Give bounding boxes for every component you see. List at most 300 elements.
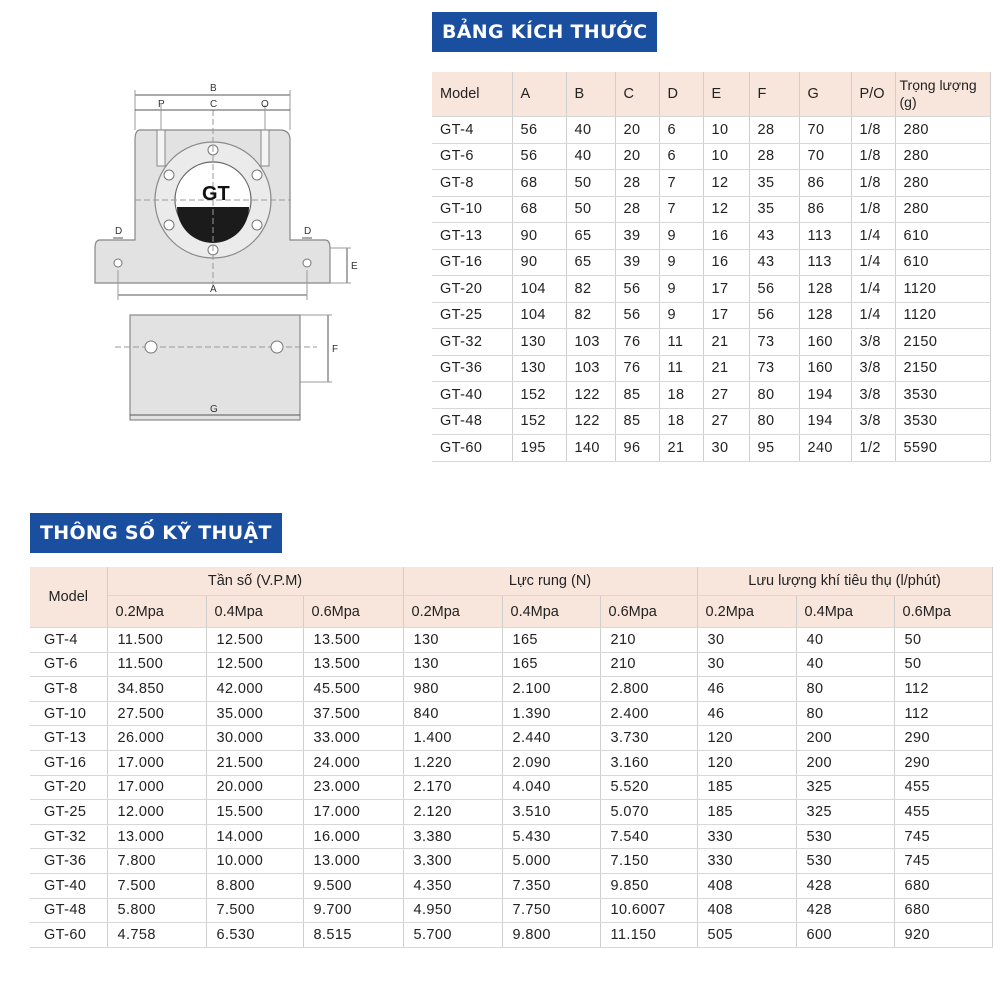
table-cell: 50 (566, 170, 615, 197)
table-cell: 113 (799, 223, 851, 250)
spec-pressure-header: 0.6Mpa (894, 596, 992, 628)
table-row (30, 726, 992, 751)
dim-label-c: C (210, 99, 218, 110)
table-cell: 45.500 (303, 677, 403, 702)
table-cell: 18 (659, 408, 703, 435)
table-cell: 9 (659, 302, 703, 329)
table-cell: 76 (615, 355, 659, 382)
table-cell: 68 (512, 170, 566, 197)
table-cell: 7.750 (502, 898, 600, 923)
table-cell: 8.800 (206, 873, 303, 898)
spec-group-header: Tần số (V.P.M) (107, 567, 403, 596)
table-cell: 14.000 (206, 824, 303, 849)
table-row (30, 849, 992, 874)
table-cell: 90 (512, 249, 566, 276)
table-cell: GT-13 (30, 726, 107, 751)
table-cell: 2.120 (403, 800, 502, 825)
table-cell: 85 (615, 408, 659, 435)
table-cell: 11.150 (600, 923, 697, 948)
dimension-header-cell: F (749, 72, 799, 117)
table-cell: 680 (894, 898, 992, 923)
table-cell: 185 (697, 775, 796, 800)
table-cell: 3.160 (600, 750, 697, 775)
table-cell: 13.000 (107, 824, 206, 849)
dimension-header-cell: Trọng lượng (g) (895, 72, 990, 117)
table-cell: 2.400 (600, 701, 697, 726)
dim-label-e: E (351, 261, 358, 272)
table-cell: 50 (566, 196, 615, 223)
table-cell: GT-4 (432, 117, 512, 144)
table-cell: 3.380 (403, 824, 502, 849)
table-cell: 1/8 (851, 143, 895, 170)
spec-pressure-header: 0.2Mpa (403, 596, 502, 628)
table-cell: 4.758 (107, 923, 206, 948)
spec-model-header: Model (30, 567, 107, 628)
table-cell: 35.000 (206, 701, 303, 726)
table-cell: 130 (403, 628, 502, 653)
table-cell: 27 (703, 408, 749, 435)
table-cell: 10.6007 (600, 898, 697, 923)
table-cell: 6 (659, 117, 703, 144)
table-cell: 39 (615, 249, 659, 276)
table-cell: 10 (703, 117, 749, 144)
table-cell: 130 (512, 355, 566, 382)
table-cell: 325 (796, 800, 894, 825)
table-cell: 6.530 (206, 923, 303, 948)
table-cell: 200 (796, 750, 894, 775)
table-cell: GT-60 (432, 435, 512, 462)
table-cell: 1120 (895, 276, 990, 303)
table-cell: 33.000 (303, 726, 403, 751)
table-cell: 7 (659, 170, 703, 197)
table-cell: 165 (502, 628, 600, 653)
table-cell: 610 (895, 249, 990, 276)
table-cell: 12 (703, 170, 749, 197)
table-cell: 1/8 (851, 117, 895, 144)
table-cell: 35 (749, 196, 799, 223)
table-cell: 1/4 (851, 249, 895, 276)
table-cell: 86 (799, 196, 851, 223)
table-cell: 194 (799, 408, 851, 435)
table-cell: 17 (703, 276, 749, 303)
table-cell: 103 (566, 329, 615, 356)
table-cell: 16 (703, 223, 749, 250)
table-cell: 20 (615, 117, 659, 144)
dim-label-b: B (210, 83, 217, 94)
table-cell: 11.500 (107, 652, 206, 677)
table-cell: 1/4 (851, 223, 895, 250)
table-cell: GT-4 (30, 628, 107, 653)
table-cell: 120 (697, 726, 796, 751)
table-cell: GT-25 (30, 800, 107, 825)
table-cell: 130 (403, 652, 502, 677)
table-cell: 600 (796, 923, 894, 948)
table-row (432, 408, 990, 435)
table-cell: 2.800 (600, 677, 697, 702)
table-cell: 17.000 (303, 800, 403, 825)
table-row (30, 923, 992, 948)
table-cell: 56 (512, 117, 566, 144)
spec-pressure-header: 0.4Mpa (796, 596, 894, 628)
spec-pressure-header: 0.2Mpa (107, 596, 206, 628)
table-cell: 20.000 (206, 775, 303, 800)
table-row (432, 223, 990, 250)
table-cell: 13.500 (303, 652, 403, 677)
table-cell: 530 (796, 849, 894, 874)
table-row (432, 196, 990, 223)
table-cell: 2.170 (403, 775, 502, 800)
table-row (432, 435, 990, 462)
table-row (432, 249, 990, 276)
table-cell: 103 (566, 355, 615, 382)
table-cell: 76 (615, 329, 659, 356)
table-cell: 65 (566, 223, 615, 250)
table-cell: 104 (512, 276, 566, 303)
table-cell: 56 (749, 276, 799, 303)
table-cell: 70 (799, 117, 851, 144)
spec-table-title: THÔNG SỐ KỸ THUẬT (30, 513, 282, 553)
table-cell: 28 (615, 196, 659, 223)
dimension-header-cell: E (703, 72, 749, 117)
table-cell: 680 (894, 873, 992, 898)
table-cell: 12 (703, 196, 749, 223)
table-cell: 2150 (895, 329, 990, 356)
table-cell: 21.500 (206, 750, 303, 775)
dim-label-f: F (332, 344, 339, 355)
table-cell: 56 (615, 276, 659, 303)
table-cell: 2.100 (502, 677, 600, 702)
table-cell: 12.000 (107, 800, 206, 825)
table-cell: 11 (659, 355, 703, 382)
table-cell: 40 (566, 143, 615, 170)
table-cell: GT-40 (30, 873, 107, 898)
table-cell: 1/2 (851, 435, 895, 462)
table-cell: 46 (697, 701, 796, 726)
table-row (30, 800, 992, 825)
table-cell: 80 (749, 408, 799, 435)
table-cell: 37.500 (303, 701, 403, 726)
table-cell: 122 (566, 408, 615, 435)
table-cell: 7.500 (107, 873, 206, 898)
table-cell: 26.000 (107, 726, 206, 751)
table-cell: 5.070 (600, 800, 697, 825)
table-cell: 128 (799, 302, 851, 329)
table-cell: 2.440 (502, 726, 600, 751)
table-row (30, 824, 992, 849)
table-cell: 408 (697, 898, 796, 923)
table-cell: 1/8 (851, 196, 895, 223)
table-cell: 330 (697, 849, 796, 874)
table-row (30, 677, 992, 702)
table-cell: 17.000 (107, 775, 206, 800)
table-cell: 30 (697, 652, 796, 677)
table-cell: 27 (703, 382, 749, 409)
table-cell: 43 (749, 249, 799, 276)
table-cell: GT-6 (30, 652, 107, 677)
table-cell: 80 (749, 382, 799, 409)
table-cell: 46 (697, 677, 796, 702)
table-row (30, 652, 992, 677)
table-cell: 23.000 (303, 775, 403, 800)
table-cell: GT-36 (30, 849, 107, 874)
table-cell: 17 (703, 302, 749, 329)
table-cell: 2150 (895, 355, 990, 382)
table-cell: 28 (749, 143, 799, 170)
table-cell: 27.500 (107, 701, 206, 726)
table-cell: 1/8 (851, 170, 895, 197)
table-cell: 73 (749, 355, 799, 382)
table-cell: 30 (697, 628, 796, 653)
dimension-header-cell: C (615, 72, 659, 117)
table-cell: 3530 (895, 408, 990, 435)
table-cell: 1120 (895, 302, 990, 329)
table-cell: 1.220 (403, 750, 502, 775)
table-cell: 9.850 (600, 873, 697, 898)
table-cell: 43 (749, 223, 799, 250)
table-cell: 428 (796, 898, 894, 923)
table-cell: GT-32 (432, 329, 512, 356)
table-cell: GT-10 (30, 701, 107, 726)
table-cell: 9 (659, 276, 703, 303)
table-cell: 12.500 (206, 652, 303, 677)
table-cell: 165 (502, 652, 600, 677)
table-cell: GT-16 (30, 750, 107, 775)
table-cell: 9.800 (502, 923, 600, 948)
table-cell: GT-48 (30, 898, 107, 923)
table-cell: GT-60 (30, 923, 107, 948)
logo-text: GT (202, 183, 230, 205)
dimension-header-cell: B (566, 72, 615, 117)
table-cell: 290 (894, 726, 992, 751)
table-cell: 3/8 (851, 355, 895, 382)
table-cell: 210 (600, 628, 697, 653)
table-cell: 120 (697, 750, 796, 775)
spec-pressure-header: 0.4Mpa (206, 596, 303, 628)
table-cell: 56 (615, 302, 659, 329)
table-cell: 16 (703, 249, 749, 276)
table-cell: 5590 (895, 435, 990, 462)
table-cell: 152 (512, 382, 566, 409)
table-row (30, 701, 992, 726)
table-cell: 240 (799, 435, 851, 462)
table-cell: 210 (600, 652, 697, 677)
table-cell: 4.040 (502, 775, 600, 800)
table-row (432, 382, 990, 409)
table-cell: 185 (697, 800, 796, 825)
table-cell: 5.700 (403, 923, 502, 948)
table-row (30, 750, 992, 775)
table-row (30, 775, 992, 800)
table-cell: 7.350 (502, 873, 600, 898)
table-cell: 130 (512, 329, 566, 356)
table-cell: 325 (796, 775, 894, 800)
table-cell: 30 (703, 435, 749, 462)
table-cell: 4.350 (403, 873, 502, 898)
table-cell: 113 (799, 249, 851, 276)
table-cell: 30.000 (206, 726, 303, 751)
table-cell: 5.430 (502, 824, 600, 849)
spec-group-header: Lực rung (N) (403, 567, 697, 596)
table-cell: 280 (895, 117, 990, 144)
table-cell: 13.000 (303, 849, 403, 874)
table-cell: GT-10 (432, 196, 512, 223)
table-cell: 3/8 (851, 408, 895, 435)
table-cell: 194 (799, 382, 851, 409)
table-cell: GT-6 (432, 143, 512, 170)
table-cell: 20 (615, 143, 659, 170)
table-cell: 21 (703, 329, 749, 356)
table-cell: 18 (659, 382, 703, 409)
table-cell: 40 (796, 628, 894, 653)
table-row (30, 873, 992, 898)
dimension-header-cell: P/O (851, 72, 895, 117)
spec-pressure-header-row (30, 596, 992, 628)
table-cell: 1/4 (851, 276, 895, 303)
table-cell: GT-13 (432, 223, 512, 250)
table-cell: GT-8 (432, 170, 512, 197)
vibrator-technical-drawing (85, 70, 375, 430)
table-row (30, 898, 992, 923)
table-cell: GT-8 (30, 677, 107, 702)
table-cell: GT-36 (432, 355, 512, 382)
table-cell: 15.500 (206, 800, 303, 825)
table-cell: 16.000 (303, 824, 403, 849)
spec-table (30, 567, 993, 948)
table-cell: 80 (796, 677, 894, 702)
table-cell: 280 (895, 170, 990, 197)
table-row (432, 276, 990, 303)
table-cell: 95 (749, 435, 799, 462)
table-cell: 24.000 (303, 750, 403, 775)
table-cell: 455 (894, 775, 992, 800)
table-cell: 82 (566, 302, 615, 329)
table-cell: 70 (799, 143, 851, 170)
table-cell: 39 (615, 223, 659, 250)
table-cell: 7 (659, 196, 703, 223)
table-row (432, 355, 990, 382)
table-cell: 140 (566, 435, 615, 462)
table-cell: 280 (895, 143, 990, 170)
table-cell: 11.500 (107, 628, 206, 653)
table-cell: 3.510 (502, 800, 600, 825)
table-cell: 1.390 (502, 701, 600, 726)
table-cell: 42.000 (206, 677, 303, 702)
table-cell: 840 (403, 701, 502, 726)
table-cell: 152 (512, 408, 566, 435)
table-cell: 21 (703, 355, 749, 382)
spec-group-header: Lưu lượng khí tiêu thụ (l/phút) (697, 567, 992, 596)
table-cell: 5.800 (107, 898, 206, 923)
table-cell: GT-48 (432, 408, 512, 435)
dimension-table (432, 72, 991, 462)
table-cell: 4.950 (403, 898, 502, 923)
table-cell: 530 (796, 824, 894, 849)
table-cell: 112 (894, 701, 992, 726)
dim-label-p: P (158, 99, 165, 110)
dim-label-d-left: D (115, 226, 123, 237)
table-row (432, 143, 990, 170)
table-cell: 3/8 (851, 329, 895, 356)
table-row (432, 170, 990, 197)
table-cell: 96 (615, 435, 659, 462)
table-cell: 5.000 (502, 849, 600, 874)
table-cell: 745 (894, 849, 992, 874)
dimension-header-row (432, 72, 990, 117)
table-cell: 6 (659, 143, 703, 170)
table-cell: 17.000 (107, 750, 206, 775)
table-cell: 50 (894, 652, 992, 677)
table-cell: 7.500 (206, 898, 303, 923)
table-cell: 3.300 (403, 849, 502, 874)
table-cell: 10.000 (206, 849, 303, 874)
table-cell: 9.500 (303, 873, 403, 898)
table-cell: GT-25 (432, 302, 512, 329)
table-cell: 1/4 (851, 302, 895, 329)
table-cell: 34.850 (107, 677, 206, 702)
table-row (432, 117, 990, 144)
table-cell: 330 (697, 824, 796, 849)
table-cell: 200 (796, 726, 894, 751)
table-cell: 280 (895, 196, 990, 223)
table-cell: 86 (799, 170, 851, 197)
table-cell: 12.500 (206, 628, 303, 653)
table-row (432, 302, 990, 329)
table-cell: 160 (799, 329, 851, 356)
table-cell: 73 (749, 329, 799, 356)
table-cell: 13.500 (303, 628, 403, 653)
table-cell: 455 (894, 800, 992, 825)
table-cell: 56 (512, 143, 566, 170)
table-cell: 56 (749, 302, 799, 329)
table-cell: 3530 (895, 382, 990, 409)
table-cell: 28 (615, 170, 659, 197)
table-cell: 80 (796, 701, 894, 726)
table-cell: 5.520 (600, 775, 697, 800)
table-cell: 8.515 (303, 923, 403, 948)
dim-label-o: O (261, 99, 269, 110)
table-cell: 195 (512, 435, 566, 462)
table-cell: 90 (512, 223, 566, 250)
table-cell: 7.150 (600, 849, 697, 874)
table-cell: 290 (894, 750, 992, 775)
table-cell: 68 (512, 196, 566, 223)
dimension-header-cell: G (799, 72, 851, 117)
table-cell: 85 (615, 382, 659, 409)
table-cell: 82 (566, 276, 615, 303)
table-cell: 40 (566, 117, 615, 144)
dim-label-g: G (210, 404, 218, 415)
table-cell: 505 (697, 923, 796, 948)
table-cell: 160 (799, 355, 851, 382)
table-cell: 128 (799, 276, 851, 303)
dimension-header-cell: Model (432, 72, 512, 117)
table-cell: 65 (566, 249, 615, 276)
dimension-table-title: BẢNG KÍCH THƯỚC (432, 12, 657, 52)
table-cell: 7.800 (107, 849, 206, 874)
table-cell: 40 (796, 652, 894, 677)
table-cell: 610 (895, 223, 990, 250)
table-cell: 9 (659, 223, 703, 250)
spec-group-header-row (30, 567, 992, 596)
table-cell: GT-16 (432, 249, 512, 276)
spec-pressure-header: 0.2Mpa (697, 596, 796, 628)
table-cell: GT-32 (30, 824, 107, 849)
dimension-header-cell: A (512, 72, 566, 117)
dim-label-a: A (210, 284, 217, 295)
table-cell: 11 (659, 329, 703, 356)
table-cell: 9.700 (303, 898, 403, 923)
table-cell: 745 (894, 824, 992, 849)
